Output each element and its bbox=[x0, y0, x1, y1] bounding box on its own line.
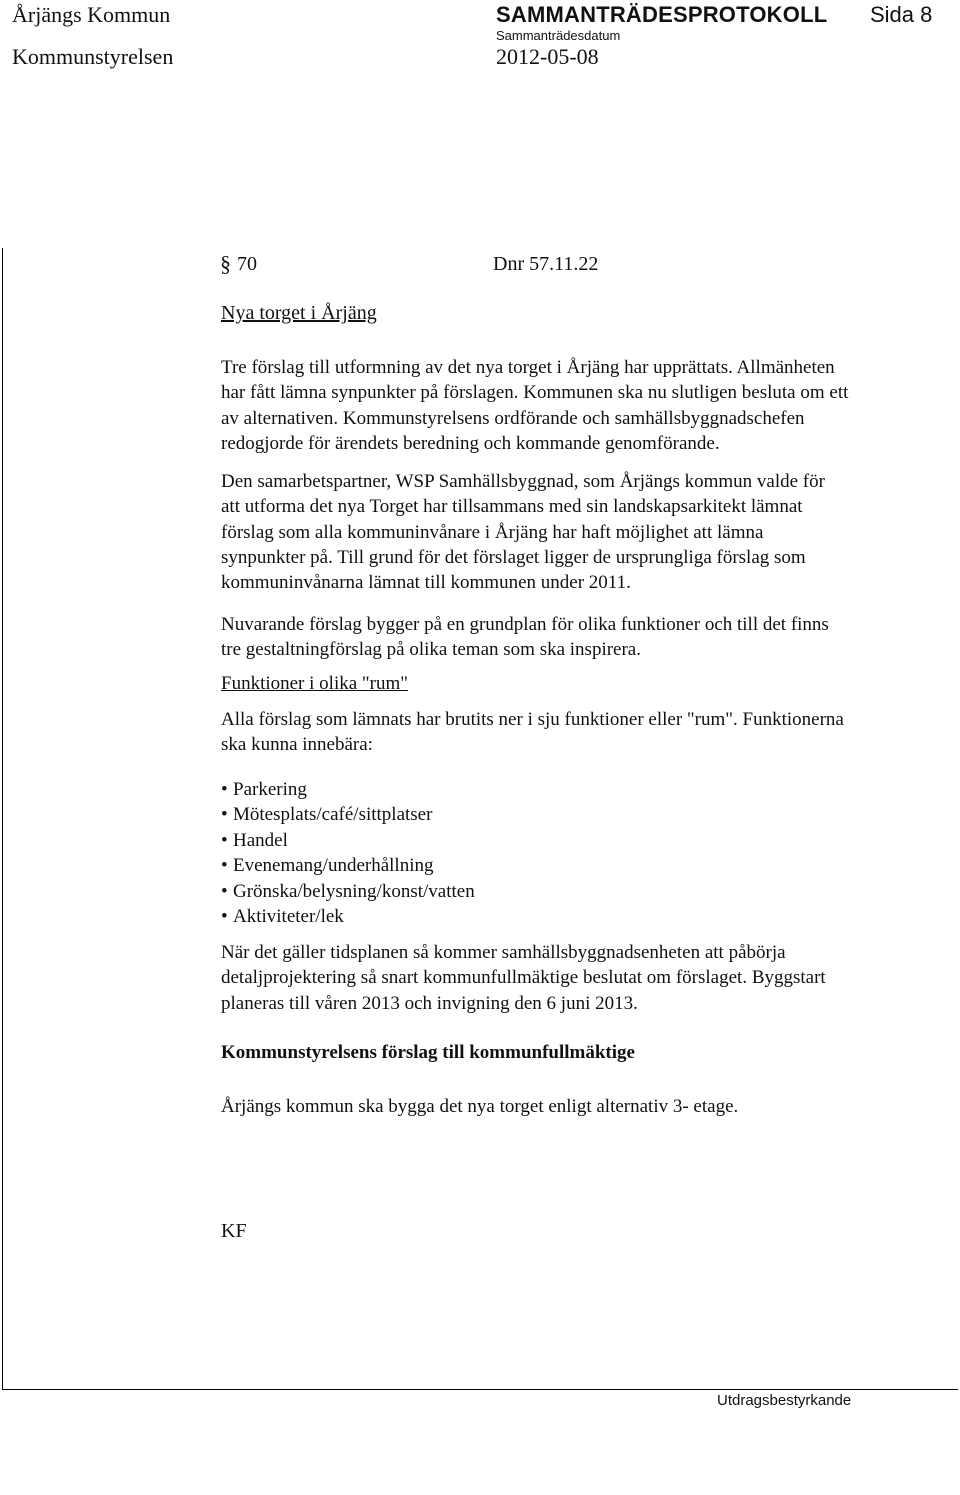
organization-name: Årjängs Kommun bbox=[12, 2, 171, 27]
document-type: SAMMANTRÄDESPROTOKOLL bbox=[496, 2, 828, 27]
list-item bbox=[221, 828, 475, 853]
paragraph-background bbox=[221, 355, 848, 456]
list-item-label: Handel bbox=[233, 829, 288, 851]
paragraph-timeline bbox=[221, 940, 826, 1016]
text-line: ska kunna innebära: bbox=[221, 734, 373, 756]
text-line: förslag som alla kommuninvånare i Årjäng har haft möjlighet att lämna bbox=[221, 521, 764, 543]
certification-label: Utdragsbestyrkande bbox=[717, 1392, 852, 1409]
paragraph-partner bbox=[221, 469, 825, 595]
list-item-label: Parkering bbox=[233, 779, 307, 800]
text-line: Den samarbetspartner, WSP Samhällsbyggnad, som Årjängs kommun valde för bbox=[221, 471, 825, 492]
bullet-icon: • bbox=[221, 906, 228, 928]
list-item-label: Evenemang/underhållning bbox=[233, 855, 434, 877]
bullet-icon: • bbox=[221, 804, 228, 826]
bottom-rule bbox=[2, 1389, 958, 1390]
bullet-icon: • bbox=[221, 829, 228, 851]
paragraph-current-proposal bbox=[221, 612, 829, 663]
page-number: Sida 8 bbox=[870, 2, 933, 27]
paragraph-number: 70 bbox=[237, 253, 257, 275]
list-item bbox=[221, 802, 475, 827]
text-line: att utforma det nya Torget har tillsammans med sin landskapsarkitekt lämnat bbox=[221, 496, 803, 518]
list-item-label: Aktiviteter/lek bbox=[233, 906, 344, 928]
meeting-date: 2012-05-08 bbox=[496, 44, 599, 69]
text-line: av alternativen. Kommunstyrelsens ordförande och samhällsbyggnadschefen bbox=[221, 407, 805, 429]
functions-subheading: Funktioner i olika "rum" bbox=[221, 673, 409, 694]
list-item bbox=[221, 904, 475, 929]
section-title: Nya torget i Årjäng bbox=[221, 302, 377, 324]
registration-number: Dnr 57.11.22 bbox=[493, 253, 599, 275]
text-line: har fått lämna synpunkter på förslagen. Kommunen ska nu slutligen besluta om ett bbox=[221, 382, 849, 404]
paragraph-proposal bbox=[221, 1094, 738, 1119]
bullet-icon: • bbox=[221, 855, 228, 877]
text-line: Årjängs kommun ska bygga det nya torget enligt alternativ 3- etage. bbox=[221, 1096, 739, 1117]
text-line: När det gäller tidsplanen så kommer samhällsbyggnadsenheten att påbörja bbox=[221, 942, 786, 963]
text-line: redogjorde för ärendets beredning och kommande genomförande. bbox=[221, 432, 720, 454]
left-margin-rule bbox=[2, 248, 3, 1390]
text-line: synpunkter på. Till grund för det förslaget ligger de ursprungliga förslag som bbox=[221, 546, 806, 568]
decision-body: KF bbox=[221, 1220, 247, 1242]
date-label: Sammanträdesdatum bbox=[496, 28, 621, 43]
list-item bbox=[221, 879, 475, 904]
text-line: planeras till våren 2013 och invigning den 6 juni 2013. bbox=[221, 992, 638, 1014]
list-item bbox=[221, 853, 475, 878]
text-line: Nuvarande förslag bygger på en grundplan för olika funktioner och till det finns bbox=[221, 614, 829, 635]
list-item-label: Grönska/belysning/konst/vatten bbox=[233, 880, 475, 902]
bullet-icon: • bbox=[221, 880, 228, 902]
paragraph-sign: § bbox=[220, 251, 231, 276]
committee-name: Kommunstyrelsen bbox=[12, 44, 174, 69]
text-line: kommuninvånarna lämnat till kommunen under 2011. bbox=[221, 572, 631, 594]
text-line: tre gestaltningförslag på olika teman som ska inspirera. bbox=[221, 639, 641, 661]
proposal-heading: Kommunstyrelsens förslag till kommunfullmäktige bbox=[221, 1042, 635, 1063]
text-line: Alla förslag som lämnats har brutits ner i sju funktioner eller "rum". Funktionerna bbox=[221, 709, 844, 730]
text-line: Tre förslag till utformning av det nya torget i Årjäng har upprättats. Allmänheten bbox=[221, 357, 835, 378]
list-item-label: Mötesplats/café/sittplatser bbox=[233, 804, 433, 826]
bullet-icon: • bbox=[221, 779, 228, 800]
paragraph-functions-intro bbox=[221, 707, 844, 758]
list-item bbox=[221, 777, 475, 802]
functions-list bbox=[221, 777, 475, 929]
text-line: detaljprojektering så snart kommunfullmäktige beslutat om förslaget. Byggstart bbox=[221, 967, 826, 989]
